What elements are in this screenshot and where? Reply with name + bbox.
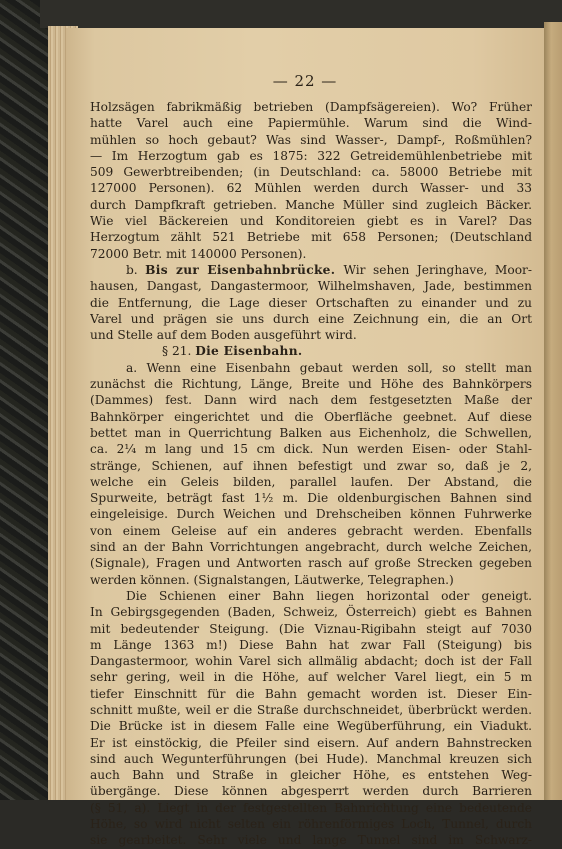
text-line bbox=[90, 278, 532, 294]
bold-heading: Bis zur Eisenbahnbrücke. bbox=[145, 262, 344, 277]
text-line bbox=[90, 360, 532, 376]
text-line bbox=[90, 213, 532, 229]
bold-heading: Die Eisenbahn. bbox=[195, 344, 303, 359]
text-line bbox=[90, 295, 532, 311]
page-body-text bbox=[90, 99, 532, 849]
text-line bbox=[90, 816, 532, 832]
text-line bbox=[90, 392, 532, 408]
text-line bbox=[90, 262, 532, 278]
text-line bbox=[90, 686, 532, 702]
text-line bbox=[90, 229, 532, 245]
text-line bbox=[90, 637, 532, 653]
section-marker: a. bbox=[126, 360, 147, 375]
text-line bbox=[90, 311, 532, 327]
text-line bbox=[90, 180, 532, 196]
line-text: die Entfernung, die Lage dieser Ortschaften zu einander und zu bbox=[90, 295, 532, 310]
line-text: Spurweite, beträgt fast 1½ m. Die oldenburgischen Bahnen sind bbox=[90, 491, 532, 506]
line-text: Die Brücke ist in diesem Falle eine Wegüberführung, ein Viadukt. bbox=[90, 719, 532, 734]
line-text: welche ein Geleis bilden, parallel laufen. Der Abstand, die bbox=[90, 474, 532, 489]
text-line bbox=[90, 621, 532, 637]
line-text: sind an der Bahn Vorrichtungen angebracht, durch welche Zeichen, bbox=[90, 540, 532, 555]
line-text: 509 Gewerbtreibenden; (in Deutschland: ca. 58000 Betriebe mit bbox=[90, 165, 532, 180]
text-line bbox=[90, 409, 532, 425]
text-line bbox=[90, 539, 532, 555]
line-text: und Stelle auf dem Boden ausgeführt wird. bbox=[90, 328, 357, 343]
text-line bbox=[90, 767, 532, 783]
text-line bbox=[90, 604, 532, 620]
line-text: sie gearbeitet. Sehr viele und lange Tunnel sind im Schwarz- bbox=[90, 833, 532, 848]
section-heading bbox=[90, 343, 532, 359]
line-text: Höhe, so wird nicht selten ein röhrenförmiges Loch, Tunnel, durch bbox=[90, 817, 532, 832]
line-text: Herzogtum zählt 521 Betriebe mit 658 Personen; (Deutschland bbox=[90, 230, 532, 245]
text-line bbox=[90, 99, 532, 115]
line-text: (Signale), Fragen und Antworten rasch auf große Strecken gegeben bbox=[90, 556, 532, 571]
line-text: (§ 51, a). Liegt in der festgestellten Bahnrichtung eine bedeutende bbox=[90, 800, 532, 815]
text-line bbox=[90, 588, 532, 604]
text-line bbox=[90, 702, 532, 718]
text-line bbox=[90, 148, 532, 164]
text-line bbox=[90, 669, 532, 685]
line-text: Wie viel Bäckereien und Konditoreien giebt es in Varel? Das bbox=[90, 214, 532, 229]
line-text: mit bedeutender Steigung. (Die Viznau-Rigibahn steigt auf 7030 bbox=[90, 621, 532, 636]
line-text: Dangastermoor, wohin Varel sich allmälig abdacht; doch ist der Fall bbox=[90, 654, 532, 669]
line-text: hatte Varel auch eine Papiermühle. Warum sind die Wind- bbox=[90, 116, 532, 131]
section-marker: § 21. bbox=[162, 344, 196, 359]
line-text: Varel und prägen sie uns durch eine Zeichnung ein, die an Ort bbox=[90, 311, 532, 326]
text-line bbox=[90, 327, 532, 343]
line-text: Wenn eine Eisenbahn gebaut werden soll, so stellt man bbox=[146, 360, 532, 375]
text-line bbox=[90, 441, 532, 457]
text-line bbox=[90, 246, 532, 262]
line-text: Er ist einstöckig, die Pfeiler sind eisern. Auf andern Bahnstrecken bbox=[90, 735, 532, 750]
line-text: 72000 Betr. mit 140000 Personen). bbox=[90, 246, 307, 261]
line-text: eingeleisige. Durch Weichen und Drehscheiben können Fuhrwerke bbox=[90, 507, 532, 522]
line-text: hausen, Dangast, Dangastermoor, Wilhelmshaven, Jade, bestimmen bbox=[90, 279, 532, 294]
line-text: (Dammes) fest. Dann wird nach dem festgesetzten Maße der bbox=[90, 393, 532, 408]
line-text: werden können. (Signalstangen, Läutwerke, Telegraphen.) bbox=[90, 572, 454, 587]
facing-page-edge bbox=[544, 22, 562, 800]
line-text: schnitt mußte, weil er die Straße durchschneidet, überbrückt werden. bbox=[90, 702, 532, 717]
line-text: ca. 2¼ m lang und 15 cm dick. Nun werden Eisen- oder Stahl- bbox=[90, 442, 532, 457]
text-line bbox=[90, 132, 532, 148]
line-text: Die Schienen einer Bahn liegen horizontal oder geneigt. bbox=[126, 588, 532, 603]
text-line bbox=[90, 523, 532, 539]
line-text: durch Dampfkraft getrieben. Manche Müller sind zugleich Bäcker. bbox=[90, 197, 532, 212]
text-line bbox=[90, 506, 532, 522]
text-line bbox=[90, 474, 532, 490]
line-text: bettet man in Querrichtung Balken aus Eichenholz, die Schwellen, bbox=[90, 425, 532, 440]
line-text: stränge, Schienen, auf ihnen befestigt und zwar so, daß je 2, bbox=[90, 458, 532, 473]
line-text: von einem Geleise auf ein anderes gebracht werden. Ebenfalls bbox=[90, 523, 532, 538]
line-text: Bahnkörper eingerichtet und die Oberfläche geebnet. Auf diese bbox=[90, 409, 532, 424]
line-text: tiefer Einschnitt für die Bahn gemacht worden ist. Dieser Ein- bbox=[90, 686, 532, 701]
text-line bbox=[90, 197, 532, 213]
line-text: sind auch Wegunterführungen (bei Hude). Manchmal kreuzen sich bbox=[90, 751, 532, 766]
text-line bbox=[90, 832, 532, 848]
line-text: auch Bahn und Straße in gleicher Höhe, es entstehen Weg- bbox=[90, 768, 532, 783]
line-text: 127000 Personen). 62 Mühlen werden durch Wasser- und 33 bbox=[90, 181, 532, 196]
text-line bbox=[90, 425, 532, 441]
section-marker: b. bbox=[126, 262, 146, 277]
line-text: In Gebirgsgegenden (Baden, Schweiz, Österreich) giebt es Bahnen bbox=[90, 605, 532, 620]
line-text: übergänge. Diese können abgesperrt werden durch Barrieren bbox=[90, 784, 532, 799]
text-line bbox=[90, 458, 532, 474]
page-number: — 22 — bbox=[272, 72, 338, 90]
line-text: sehr gering, weil in die Höhe, auf welcher Varel liegt, ein 5 m bbox=[90, 670, 532, 685]
text-line bbox=[90, 115, 532, 131]
text-line bbox=[90, 718, 532, 734]
text-line bbox=[90, 783, 532, 799]
text-line bbox=[90, 376, 532, 392]
line-text: mühlen so hoch gebaut? Was sind Wasser-, Dampf-, Roßmühlen? bbox=[90, 132, 532, 147]
line-text: m Länge 1363 m!) Diese Bahn hat zwar Fall (Steigung) bis bbox=[90, 637, 532, 652]
text-line bbox=[90, 653, 532, 669]
line-text: — Im Herzogtum gab es 1875: 322 Getreidemühlenbetriebe mit bbox=[90, 148, 532, 163]
text-line bbox=[90, 555, 532, 571]
text-line bbox=[90, 490, 532, 506]
text-line bbox=[90, 735, 532, 751]
text-line bbox=[90, 164, 532, 180]
text-line bbox=[90, 572, 532, 588]
text-line bbox=[90, 751, 532, 767]
scan-background bbox=[40, 0, 562, 28]
line-text: Wir sehen Jeringhave, Moor- bbox=[343, 262, 532, 277]
line-text: Holzsägen fabrikmäßig betrieben (Dampfsägereien). Wo? Früher bbox=[90, 100, 532, 114]
text-line bbox=[90, 800, 532, 816]
line-text: zunächst die Richtung, Länge, Breite und Höhe des Bahnkörpers bbox=[90, 377, 532, 392]
